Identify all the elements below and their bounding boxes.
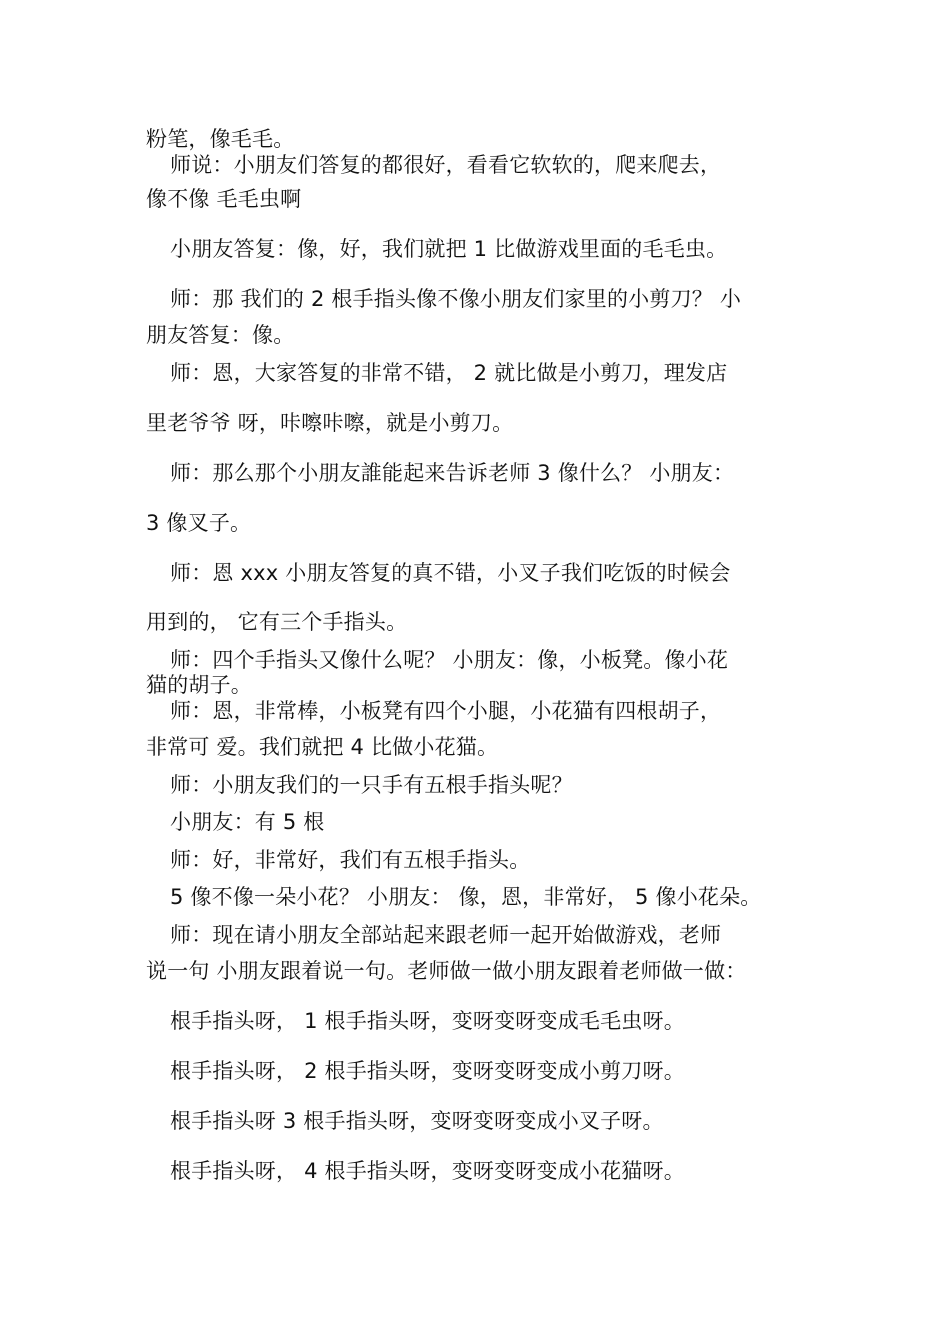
text-line-1: 粉笔，像毛毛。 <box>146 127 295 151</box>
text-line-22: 说一句 小朋友跟着说一句。老师做一做小朋友跟着老师做一做： <box>146 959 747 983</box>
text-line-26: 根手指头呀， 4 根手指头呀，变呀变呀变成小花猫呀。 <box>170 1159 685 1183</box>
text-line-6: 朋友答复：像。 <box>146 323 295 347</box>
text-line-24: 根手指头呀， 2 根手指头呀，变呀变呀变成小剪刀呀。 <box>170 1059 685 1083</box>
text-line-13: 师：四个手指头又像什么呢？ 小朋友：像，小板凳。像小花 <box>170 648 729 672</box>
text-line-10: 3 像叉子。 <box>146 511 252 535</box>
text-line-21: 师：现在请小朋友全部站起来跟老师一起开始做游戏，老师 <box>170 923 722 947</box>
text-line-4: 小朋友答复：像，好，我们就把 1 比做游戏里面的毛毛虫。 <box>170 237 728 261</box>
text-line-17: 师：小朋友我们的一只手有五根手指头呢？ <box>170 773 573 797</box>
text-line-5: 师：那 我们的 2 根手指头像不像小朋友们家里的小剪刀？ 小 <box>170 287 742 311</box>
text-line-11: 师：恩 xxx 小朋友答复的真不错，小叉子我们吃饭的时候会 <box>170 561 731 585</box>
text-line-3: 像不像 毛毛虫啊 <box>146 187 302 211</box>
text-line-12: 用到的， 它有三个手指头。 <box>146 610 408 634</box>
text-line-15: 师：恩，非常棒，小板凳有四个小腿，小花猫有四根胡子， <box>170 699 722 723</box>
text-line-25: 根手指头呀 3 根手指头呀，变呀变呀变成小叉子呀。 <box>170 1109 664 1133</box>
text-line-8: 里老爷爷 呀，咔嚓咔嚓，就是小剪刀。 <box>146 411 514 435</box>
text-line-7: 师：恩，大家答复的非常不错， 2 就比做是小剪刀，理发店 <box>170 361 728 385</box>
text-line-16: 非常可 爱。我们就把 4 比做小花猫。 <box>146 735 499 759</box>
text-line-9: 师：那么那个小朋友誰能起来告诉老师 3 像什么？ 小朋友： <box>170 461 735 485</box>
text-line-2: 师说：小朋友们答复的都很好，看看它软软的，爬来爬去， <box>170 153 722 177</box>
text-line-18: 小朋友：有 5 根 <box>170 810 325 834</box>
text-line-23: 根手指头呀， 1 根手指头呀，变呀变呀变成毛毛虫呀。 <box>170 1009 685 1033</box>
text-line-19: 师：好，非常好，我们有五根手指头。 <box>170 848 531 872</box>
text-line-20: 5 像不像一朵小花？ 小朋友： 像，恩，非常好， 5 像小花朵。 <box>170 885 762 909</box>
text-line-14: 猫的胡子。 <box>146 673 252 697</box>
